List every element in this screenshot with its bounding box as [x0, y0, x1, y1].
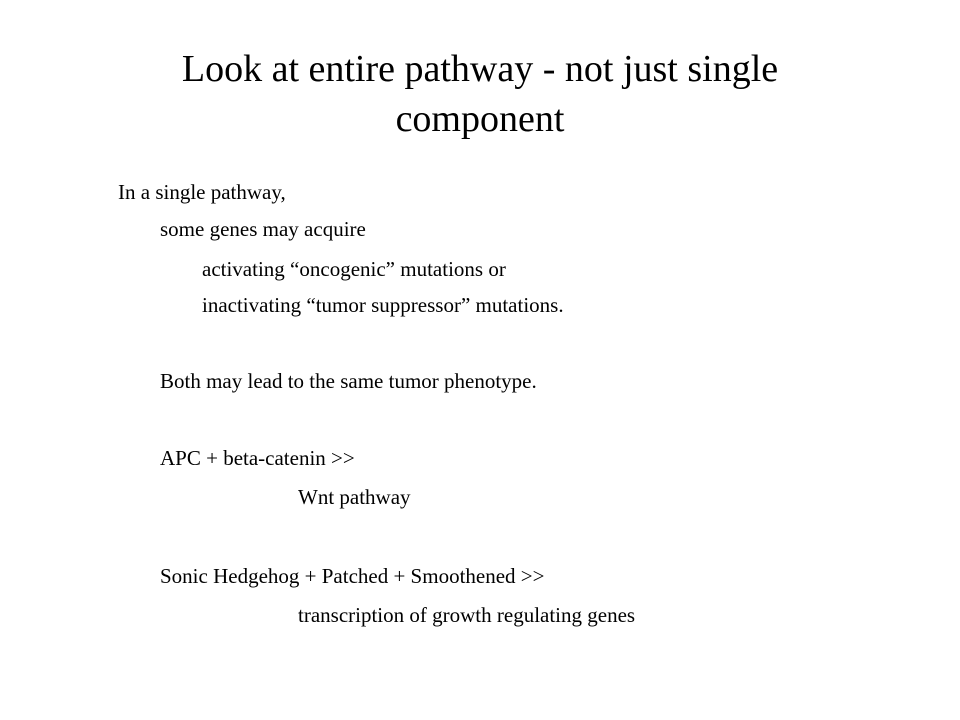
slide-title [80, 44, 880, 144]
body-acquire: some genes may acquire [160, 217, 366, 241]
body-activating: activating “oncogenic” mutations or [202, 257, 506, 281]
body-transcription: transcription of growth regulating genes [298, 603, 636, 627]
title-line-1: Look at entire pathway - not just single [181, 48, 779, 90]
body-inactivating: inactivating “tumor suppressor” mutations. [202, 293, 564, 317]
body-wnt: Wnt pathway [298, 485, 411, 509]
body-apc: APC + beta-catenin >> [160, 446, 355, 470]
body-same-phenotype: Both may lead to the same tumor phenotype. [160, 369, 537, 393]
title-line-2: component [395, 98, 565, 140]
body-intro: In a single pathway, [118, 180, 286, 204]
body-sonic: Sonic Hedgehog + Patched + Smoothened >> [160, 564, 545, 588]
